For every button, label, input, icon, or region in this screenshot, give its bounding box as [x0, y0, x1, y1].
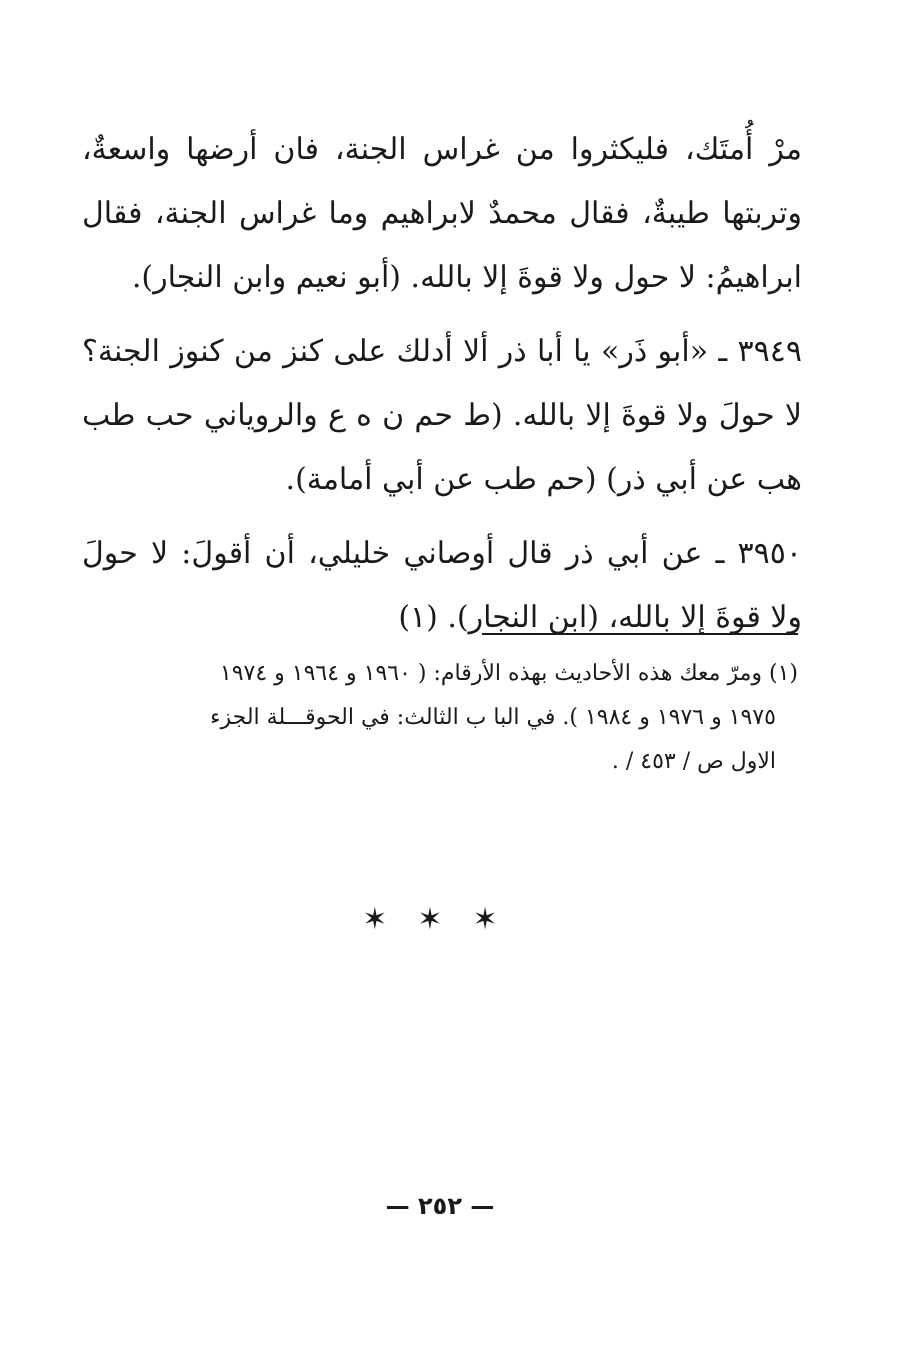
paragraph-hadith-3950: ٣٩٥٠ ـ عن أبي ذر قال أوصاني خليلي، أن أقولَ: لا حولَ ولا قوةَ إلا بالله، (ابن النجار). (١)	[82, 536, 802, 635]
main-text	[82, 118, 802, 660]
paragraph-hadith-continuation: مرْ أُمتَك، فليكثروا من غراس الجنة، فان أرضها واسعةٌ، وتربتها طيبةٌ، فقال محمدٌ لابراهيم وما غراس الجنة، فقال ابراهيمُ: لا حول ولا قوةَ إلا بالله. (أبو نعيم وابن النجار).	[82, 132, 802, 295]
page-number: — ٢٥٢ —	[385, 1192, 495, 1220]
footnote	[84, 652, 798, 784]
footnote-divider	[482, 633, 798, 635]
paragraph-hadith-3949: ٣٩٤٩ ـ «أبو ذَر» يا أبا ذر ألا أدلك على كنز من كنوز الجنة؟ لا حولَ ولا قوةَ إلا بالله. (ط حم ن ه ع والروياني حب طب هب عن أبي ذر) (حم طب عن أبي أمامة).	[82, 334, 802, 497]
footnote-line-2: ١٩٧٥ و ١٩٧٦ و ١٩٨٤ ). في البا ب الثالث: في الحوقـــلة الجزء	[210, 705, 776, 730]
footnote-line-1: (١) ومرّ معك هذه الأحاديث بهذه الأرقام: ( ١٩٦٠ و ١٩٦٤ و ١٩٧٤	[219, 661, 798, 686]
footnote-line-3: الاول ص / ٤٥٣ / .	[611, 749, 776, 774]
section-separator-stars: ✶✶✶	[362, 902, 528, 937]
